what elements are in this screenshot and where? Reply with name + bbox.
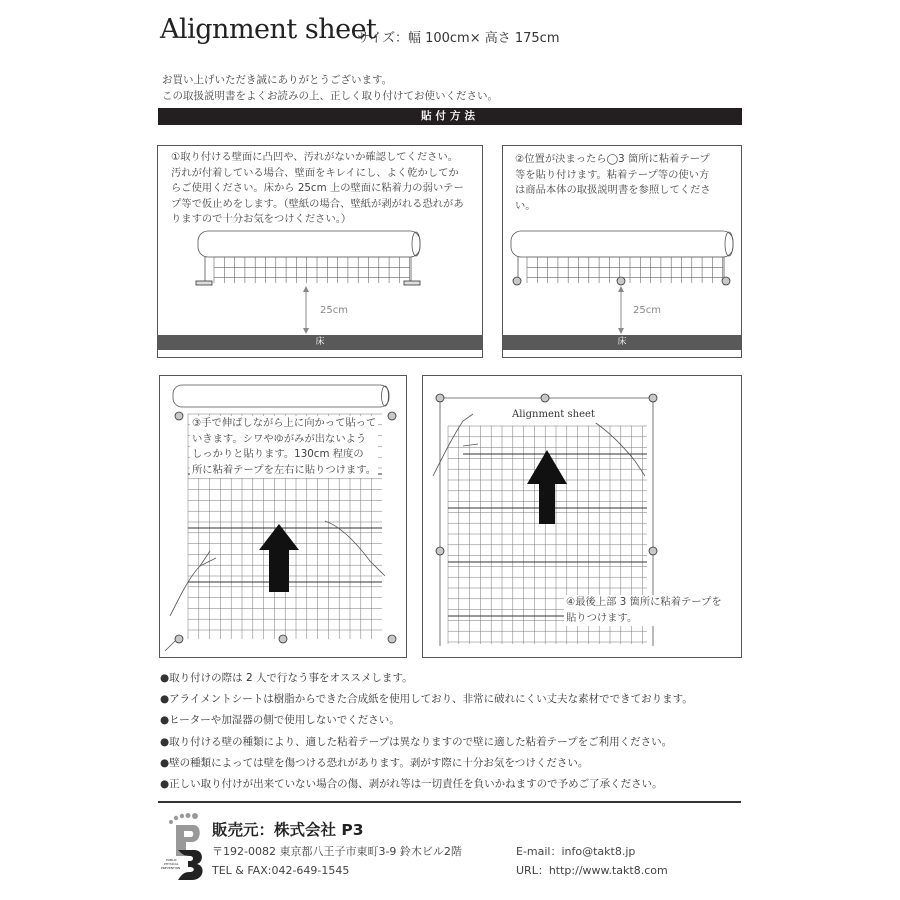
hand-right-icon [593,421,645,476]
company-address [212,842,462,880]
step-1-panel [157,145,483,358]
step-3-line: いきます。シワやゆがみが出ないよう [192,432,367,445]
step-2-line: ②位置が決まったら◯3 箇所に粘着テープ [515,153,710,165]
step-4-line: 貼りつけます。 [566,611,638,624]
company-contact [516,842,668,880]
note-item: ●取り付ける壁の種類により、適した粘着テープは異なりますので壁に適した粘着テープをご利用ください。 [160,735,673,748]
note-item: ●アライメントシートは樹脂からできた合成紙を使用しており、非常に破れにくい丈夫な素材でできております。 [160,693,693,706]
step-3-line: 所に粘着テープを左右に貼りつけます。 [192,463,377,476]
size-spec: サイズ：幅 100cm× 高さ 175cm [357,31,560,46]
intro-line-1: お買い上げいただき誠にありがとうございます。 [162,74,393,86]
note-item: ●ヒーターや加湿器の側で使用しないでください。 [160,714,400,727]
step-2-line: い。 [515,199,536,212]
step-3-text [190,416,378,478]
email-link[interactable]: E-mail：info@takt8.jp [516,845,636,858]
tape-point [617,277,625,285]
step-1-line: プ等で仮止めをします。（壁紙の場合、壁紙が剥がれる恐れがあ [171,197,464,210]
step-2-line: は商品本体の取扱説明書を参照してくださ [515,184,711,196]
step-1-line: りますので十分お気をつけください。） [171,213,352,225]
step-2-panel [502,145,742,358]
step-4-panel [422,375,742,658]
sheet-label: Alignment sheet [509,407,598,423]
document-title: Alignment sheet [160,14,377,45]
hand-right-icon [325,521,385,576]
svg-text:PUBLIC: PUBLIC [166,858,177,862]
svg-text:PHYSICAL: PHYSICAL [164,862,179,866]
intro-text [162,72,498,104]
rolled-sheet-illustration [503,146,743,359]
step-2-line: 等を貼り付けます。粘着テープ等の使い方 [515,168,710,181]
caution-notes [160,668,750,795]
up-arrow-icon [527,450,567,524]
note-item: ●取り付けの際は 2 人で行なう事をオススメします。 [160,672,413,684]
step-1-line: ①取り付ける壁面に凸凹や、汚れがないか確認してください。 [171,151,459,163]
tape-left [196,281,212,285]
tape-point [513,277,521,285]
note-item: ●壁の種類によっては壁を傷つける恐れがあります。剥がす際に十分お気をつけください。 [160,756,589,769]
tape-point [722,277,730,285]
distance-label: 25cm [633,305,661,316]
tape-right [404,281,420,285]
tel-fax: TEL & FAX:042-649-1545 [212,864,350,877]
company-name: 販売元：株式会社 P3 [212,821,364,839]
step-3-line: ③手で伸ばしながら上に向かって貼って [192,417,377,429]
intro-line-2: この取扱説明書をよくお読みの上、正しく取り付けてお使いください。 [162,90,498,102]
step-1-line: 汚れが付着している場合、壁面をキレイにし、よく乾かしてか [171,166,459,179]
address: 〒192-0082 東京都八王子市東町3-9 鈴木ビル2階 [212,845,462,858]
rolled-sheet-illustration [158,146,484,359]
svg-text:PREVENTION: PREVENTION [161,866,181,870]
step-4-line: ④最後上部 3 箇所に粘着テープを [566,596,722,608]
floor-bar: 床 [503,335,741,350]
footprint-p3-logo-icon [161,812,206,880]
website-link[interactable]: URL：http://www.takt8.com [516,864,668,877]
step-1-line: らご使用ください。床から 25cm 上の壁面に粘着力の弱いテー [171,182,464,194]
step-4-text [564,595,724,626]
step-3-line: しっかりと貼ります。130cm 程度の [192,448,364,460]
section-header-installation: 貼付方法 [158,108,742,125]
footer-divider [158,801,741,803]
hand-left-icon [165,551,216,651]
step-3-panel [159,375,407,658]
note-item: ●正しい取り付けが出来ていない場合の傷、剥がれ等は一切責任を負いかねますので予めご了承ください。 [160,778,663,791]
distance-label: 25cm [320,305,348,316]
floor-bar: 床 [158,335,482,350]
